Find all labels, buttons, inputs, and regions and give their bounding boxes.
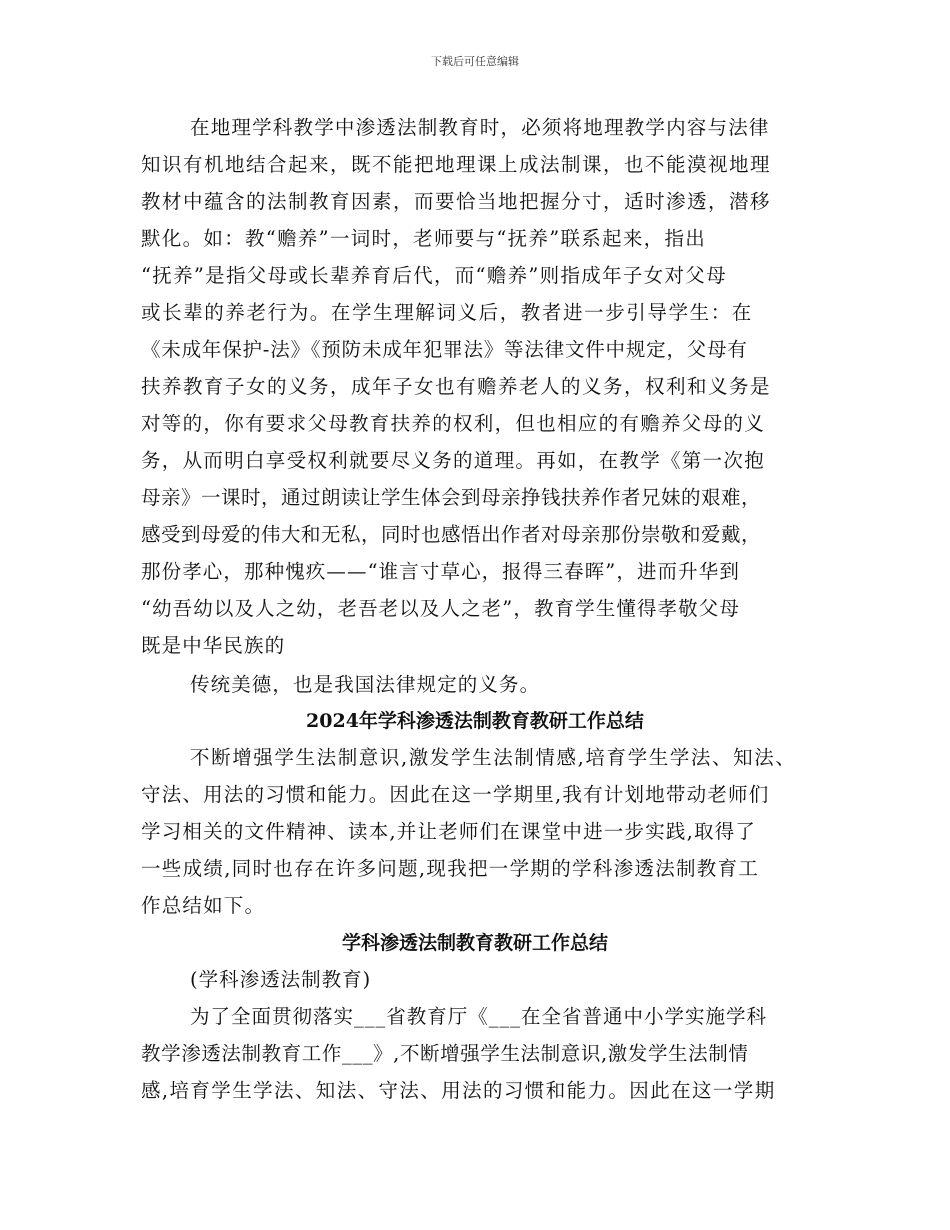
paragraph-line: 扶养教育子女的义务，成年子女也有赡养老人的义务，权利和义务是 [141, 375, 772, 398]
paragraph-line: 学习相关的文件精神、读本,并让老师们在课堂中进一步实践,取得了 [141, 820, 757, 843]
paragraph-line: 一些成绩,同时也存在许多问题,现我把一学期的学科渗透法制教育工 [141, 857, 760, 880]
paragraph-line: 既是中华民族的 [141, 634, 286, 657]
paragraph-line: 知识有机地结合起来，既不能把地理课上成法制课，也不能漠视地理 [141, 153, 772, 176]
paragraph-line: 教学渗透法制教育工作___》,不断增强学生法制意识,激发学生法制情 [141, 1042, 749, 1065]
page-header: 下载后可任意编辑 [431, 55, 519, 68]
paragraph-line: 对等的，你有要求父母教育扶养的权利，但也相应的有赡养父母的义 [141, 412, 766, 435]
paragraph-line: 感受到母爱的伟大和无私，同时也感悟出作者对母亲那份崇敬和爱戴， [141, 523, 762, 546]
paragraph-line: 默化。如：教“赡养”一词时，老师要与“抚养”联系起来，指出 [141, 227, 707, 250]
paragraph-line: 那份孝心，那种愧疚——“谁言寸草心，报得三春晖”，进而升华到 [141, 560, 740, 583]
paragraph-line: 守法、用法的习惯和能力。因此在这一学期里,我有计划地带动老师们 [141, 783, 770, 806]
section-title: 学科渗透法制教育教研工作总结 [341, 932, 608, 954]
paragraph-line: (学科渗透法制教育) [190, 968, 372, 991]
paragraph-line: 不断增强学生法制意识,激发学生法制情感,培育学生学法、知法、 [190, 746, 797, 769]
paragraph-line: 为了全面贯彻落实___省教育厅《___在全省普通中小学实施学科 [190, 1005, 768, 1028]
paragraph-line: “幼吾幼以及人之幼，老吾老以及人之老”，教育学生懂得孝敬父母 [141, 597, 740, 620]
paragraph-line: 务，从而明白享受权利就要尽义务的道理。再如，在教学《第一次抱 [141, 449, 766, 472]
paragraph-line: 传统美德，也是我国法律规定的义务。 [190, 673, 541, 696]
section-title: 2024年学科渗透法制教育教研工作总结 [306, 710, 644, 732]
paragraph-line: 教材中蕴含的法制教育因素，而要恰当地把握分寸，适时渗透，潜移 [141, 190, 772, 213]
paragraph-line: 或长辈的养老行为。在学生理解词义后，教者进一步引导学生：在 [141, 301, 753, 324]
paragraph-line: “抚养”是指父母或长辈养育后代，而“赡养”则指成年子女对父母 [141, 264, 727, 287]
paragraph-line: 《未成年保护-法》《预防未成年犯罪法》等法律文件中规定，父母有 [141, 338, 748, 361]
paragraph-line: 感,培育学生学法、知法、守法、用法的习惯和能力。因此在这一学期 [141, 1079, 776, 1102]
paragraph-line: 作总结如下。 [141, 894, 266, 917]
paragraph-line: 母亲》一课时，通过朗读让学生体会到母亲挣钱扶养作者兄妹的艰难， [141, 486, 762, 509]
paragraph-line: 在地理学科教学中渗透法制教育时，必须将地理教学内容与法律 [190, 116, 770, 139]
